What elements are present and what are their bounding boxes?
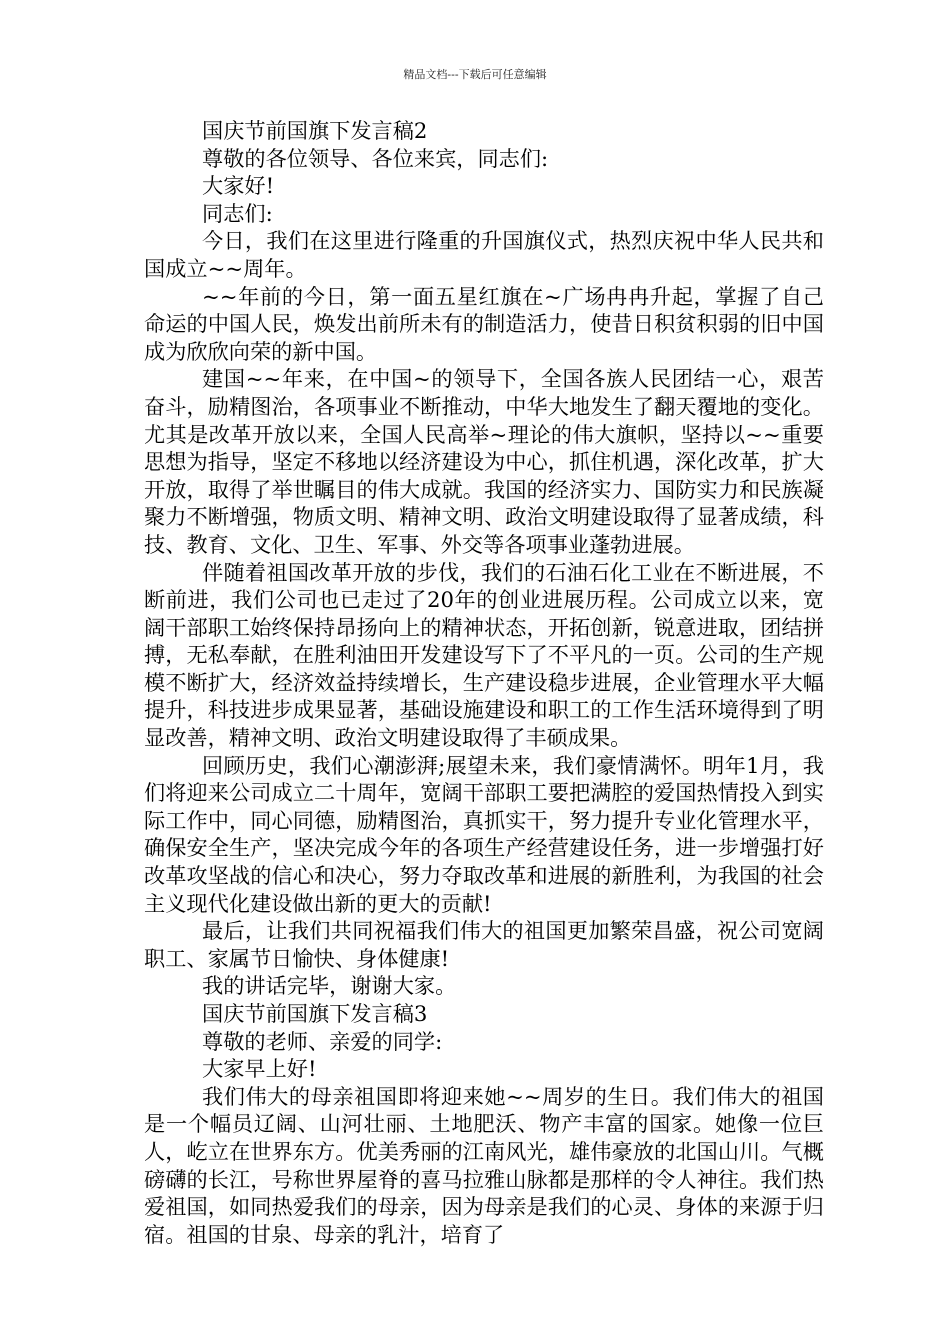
paragraph: 建国~~年来，在中国~的领导下，全国各族人民团结一心，艰苦奋斗，励精图治，各项事业不断推动，中华大地发生了翻天覆地的变化。尤其是改革开放以来，全国人民高举~理论的伟大旗帜，坚持以~~重要思想为指导，坚定不移地以经济建设为中心，抓住机遇，深化改革，扩大开放，取得了举世瞩目的伟大成就。我国的经济实力、国防实力和民族凝聚力不断增强，物质文明、精神文明、政治文明建设取得了显著成绩，科技、教育、文化、卫生、军事、外交等各项事业蓬勃进展。 — [144, 366, 824, 557]
paragraph: 国庆节前国旗下发言稿3 — [202, 1001, 428, 1026]
paragraph: 回顾历史，我们心潮澎湃;展望未来，我们豪情满怀。明年1月，我们将迎来公司成立二十周年，宽阔干部职工要把满腔的爱国热情投入到实际工作中，同心同德，励精图治，真抓实干，努力提升专业化管理水平，确保安全生产，坚决完成今年的各项生产经营建设任务，进一步增强打好改革攻坚战的信心和决心，努力夺取改革和进展的新胜利，为我国的社会主义现代化建设做出新的更大的贡献! — [144, 752, 824, 916]
paragraph: 大家早上好! — [202, 1056, 317, 1082]
paragraph: 今日，我们在这里进行隆重的升国旗仪式，热烈庆祝中华人民共和国成立~~周年。 — [144, 228, 824, 281]
paragraph: ~~年前的今日，第一面五星红旗在~广场冉冉升起，掌握了自己命运的中国人民，焕发出前所未有的制造活力，使昔日积贫积弱的旧中国成为欣欣向荣的新中国。 — [144, 283, 824, 364]
paragraph: 国庆节前国旗下发言稿2 — [202, 118, 428, 143]
paragraph: 我们伟大的母亲祖国即将迎来她~~周岁的生日。我们伟大的祖国是一个幅员辽阔、山河壮丽、土地肥沃、物产丰富的国家。她像一位巨人，屹立在世界东方。优美秀丽的江南风光，雄伟豪放的北国山川。气概磅礴的长江，号称世界屋脊的喜马拉雅山脉都是那样的令人神往。我们热爱祖国，如同热爱我们的母亲，因为母亲是我们的心灵、身体的来源于归宿。祖国的甘泉、母亲的乳汁，培育了 — [144, 1083, 824, 1247]
paragraph: 尊敬的各位领导、各位来宾，同志们: — [202, 145, 549, 171]
paragraph: 大家好! — [202, 173, 275, 199]
page-header: 精品文档---下载后可任意编辑 — [403, 68, 547, 81]
paragraph: 同志们: — [202, 200, 273, 226]
document-body — [144, 117, 824, 1248]
paragraph: 最后，让我们共同祝福我们伟大的祖国更加繁荣昌盛，祝公司宽阔职工、家属节日愉快、身体健康! — [144, 918, 824, 971]
paragraph: 伴随着祖国改革开放的步伐，我们的石油石化工业在不断进展，不断前进，我们公司也已走过了20年的创业进展历程。公司成立以来，宽阔干部职工始终保持昂扬向上的精神状态，开拓创新，锐意进取，团结拼搏，无私奉献，在胜利油田开发建设写下了不平凡的一页。公司的生产规模不断扩大，经济效益持续增长，生产建设稳步进展，企业管理水平大幅提升，科技进步成果显著，基础设施建设和职工的工作生活环境得到了明显改善，精神文明、政治文明建设取得了丰硕成果。 — [144, 559, 824, 751]
paragraph: 我的讲话完毕，谢谢大家。 — [202, 973, 457, 999]
paragraph: 尊敬的老师、亲爱的同学: — [202, 1028, 443, 1054]
